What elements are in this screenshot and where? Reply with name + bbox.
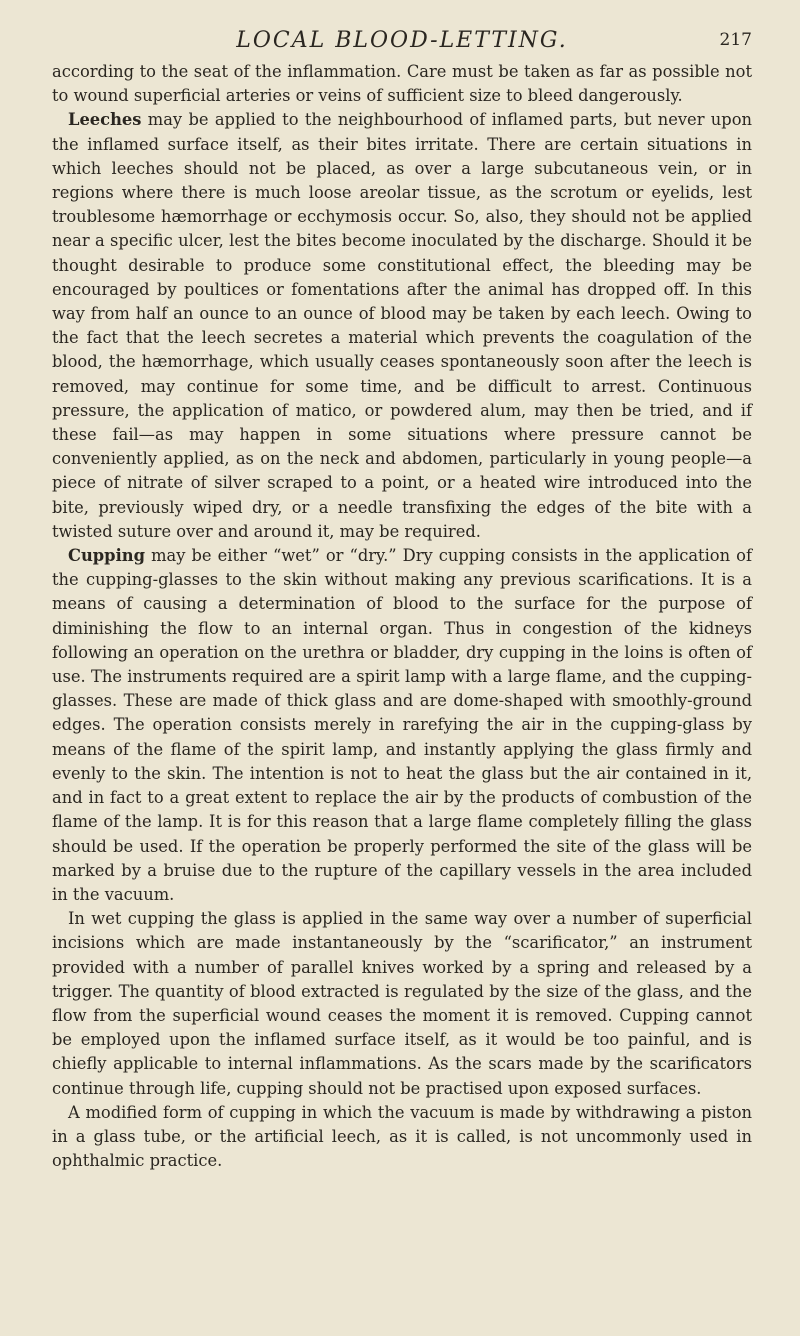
paragraph-text: may be applied to the neighbourhood of inflamed parts, but never upon the inflamed surface itself, as their bites irritate. There are certain situations in which leeches should not be placed, as over a large subcutaneous vein, or in regions where there is much loose areolar tissue, as the scrotum or eyelids, lest troublesome hæmorrhage or ecchymosis occur. So, also, they should not be applied near a specific ulcer, lest the bites become inoculated by the discharge. Should it be thought desirable to produce some constitutional effect, the bleeding may be encouraged by poultices or fomentations after the animal has dropped off. In this way from half an ounce to an ounce of blood may be taken by each leech. Owing to the fact that the leech secretes a material which prevents the coagulation of the blood, the hæmorrhage, which usually ceases spontaneously soon after the leech is removed, may continue for some time, and be difficult to arrest. Continuous pressure, the application of matico, or powdered alum, may then be tried, and if these fail—as may happen in some situations where pressure cannot be conveniently applied, as on the neck and abdomen, particularly in young people—a piece of nitrate of silver scraped to a point, or a heated wire introduced into the bite, previously wiped dry, or a needle transfixing the edges of the bite with a twisted suture over and around it, may be required. [52,110,752,541]
paragraph-wet-cupping [52,907,752,1101]
paragraph-text: according to the seat of the inflammation. Care must be taken as far as possible not to wound superficial arteries or veins of sufficient size to bleed dangerously. [52,62,752,106]
body-text [52,60,752,1173]
paragraph-text: In wet cupping the glass is applied in the same way over a number of superficial incisions which are made instantaneously by the “scarificator,” an instrument provided with a number of parallel knives worked by a spring and released by a trigger. The quantity of blood extracted is regulated by the size of the glass, and the flow from the superficial wound ceases the moment it is removed. Cupping cannot be employed upon the inflamed surface itself, as it would be too painful, and is chiefly applicable to internal inflammations. As the scars made by the scarificators continue through life, cupping should not be practised upon exposed surfaces. [52,909,752,1098]
page-header [52,0,752,60]
paragraph-text: A modified form of cupping in which the vacuum is made by withdrawing a piston in a glass tube, or the artificial leech, as it is called, is not uncommonly used in ophthalmic practice. [52,1102,752,1171]
paragraph-leeches [52,108,752,544]
term-leeches: Leeches [68,110,142,130]
paragraph-cupping [52,544,752,907]
page-number: 217 [719,30,752,50]
running-head: LOCAL BLOOD-LETTING. [236,28,568,53]
term-cupping: Cupping [68,546,145,566]
paragraph-artificial-leech [52,1101,752,1174]
paragraph-text: may be either “wet” or “dry.” Dry cupping consists in the application of the cupping-glasses to the skin without making any previous scarifications. It is a means of causing a determination of blood to the surface for the purpose of diminishing the flow to an internal organ. Thus in congestion of the kidneys following an operation on the urethra or bladder, dry cupping in the loins is often of use. The instruments required are a spirit lamp with a large flame, and the cupping-glasses. These are made of thick glass and are dome-shaped with smoothly-ground edges. The operation consists merely in rarefying the air in the cupping-glass by means of the flame of the spirit lamp, and instantly applying the glass firmly and evenly to the skin. The intention is not to heat the glass but the air contained in it, and in fact to a great extent to replace the air by the products of combustion of the flame of the lamp. It is for this reason that a large flame completely filling the glass should be used. If the operation be properly performed the site of the glass will be marked by a bruise due to the rupture of the capillary vessels in the area included in the vacuum. [52,546,752,904]
paragraph-continuation [52,60,752,108]
